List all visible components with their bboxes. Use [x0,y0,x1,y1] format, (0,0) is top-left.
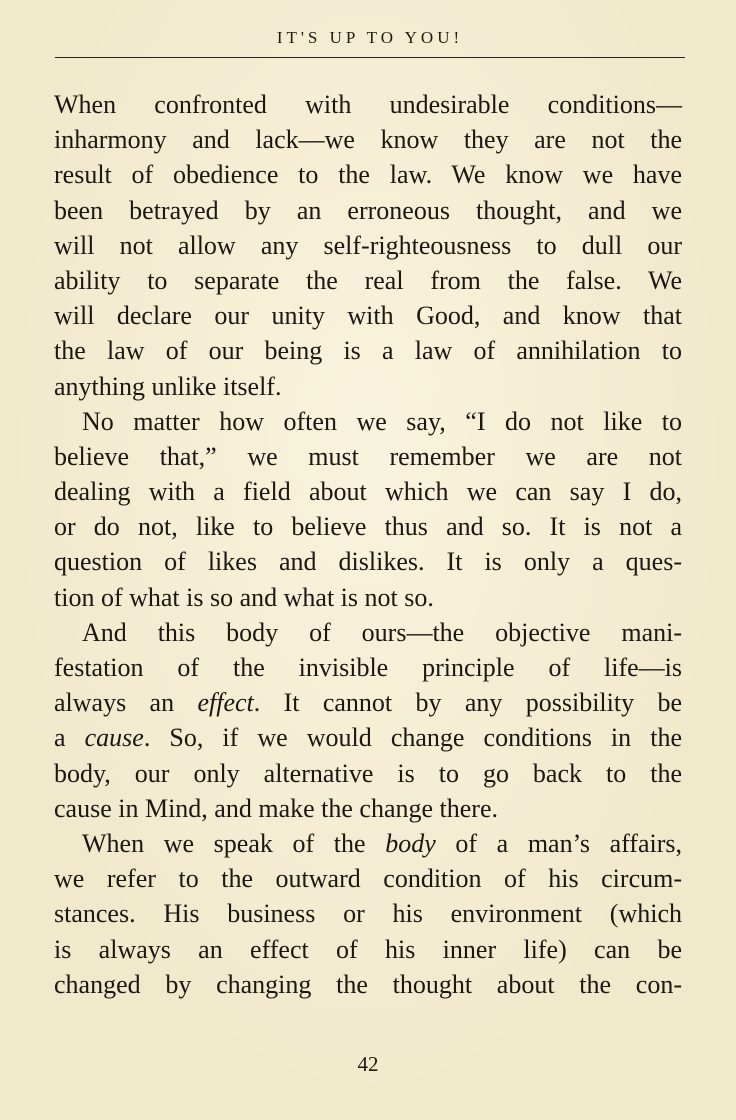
paragraph [54,404,682,615]
text-line: And this body of ours—the objective mani- [82,617,682,647]
text-line: always an effect. It cannot by any possibility be [54,688,682,718]
header-rule [55,57,685,58]
page-number: 42 [357,1052,379,1076]
italic-text: cause [84,723,144,753]
text-line: cause in Mind, and make the change there. [54,793,498,823]
text-line: tion of what is so and what is not so. [54,582,434,612]
text-line: been betrayed by an erroneous thought, and we [54,195,682,225]
text-line: festation of the invisible principle of life—is [54,653,682,682]
text-line: When we speak of the body of a man’s affairs, [82,828,682,858]
italic-text: effect [197,688,254,718]
italic-text: body [385,828,436,858]
text-line: will declare our unity with Good, and know that [54,301,682,331]
text-line: a cause. So, if we would change conditions in the [54,723,682,753]
text-line: changed by changing the thought about the con- [54,969,682,999]
paragraph [54,87,682,404]
text-line: body, our only alternative is to go back to the [54,758,682,788]
text-line: the law of our being is a law of annihilation to [54,336,682,366]
text-line: No matter how often we say, “I do not like to [82,406,682,436]
text-line: When confronted with undesirable conditions— [54,90,682,119]
body-text [54,87,682,1002]
paragraph [54,826,682,1002]
text-line: ability to separate the real from the false. We [54,265,682,295]
text-line: we refer to the outward condition of his circum- [54,864,682,894]
text-line: stances. His business or his environment (which [54,899,682,929]
text-line: or do not, like to believe thus and so. It is not a [54,512,682,542]
text-line: inharmony and lack—we know they are not the [54,125,682,155]
text-line: question of likes and dislikes. It is only a ques- [54,547,682,577]
text-line: result of obedience to the law. We know we have [54,160,682,190]
running-head: IT'S UP TO YOU! [276,28,464,47]
text-line: is always an effect of his inner life) can be [54,934,682,964]
text-line: believe that,” we must remember we are not [54,441,682,471]
text-line: anything unlike itself. [54,371,282,401]
text-line: dealing with a field about which we can say I do, [54,477,682,507]
text-line: will not allow any self-righteousness to dull our [54,230,682,260]
paragraph [54,615,682,826]
